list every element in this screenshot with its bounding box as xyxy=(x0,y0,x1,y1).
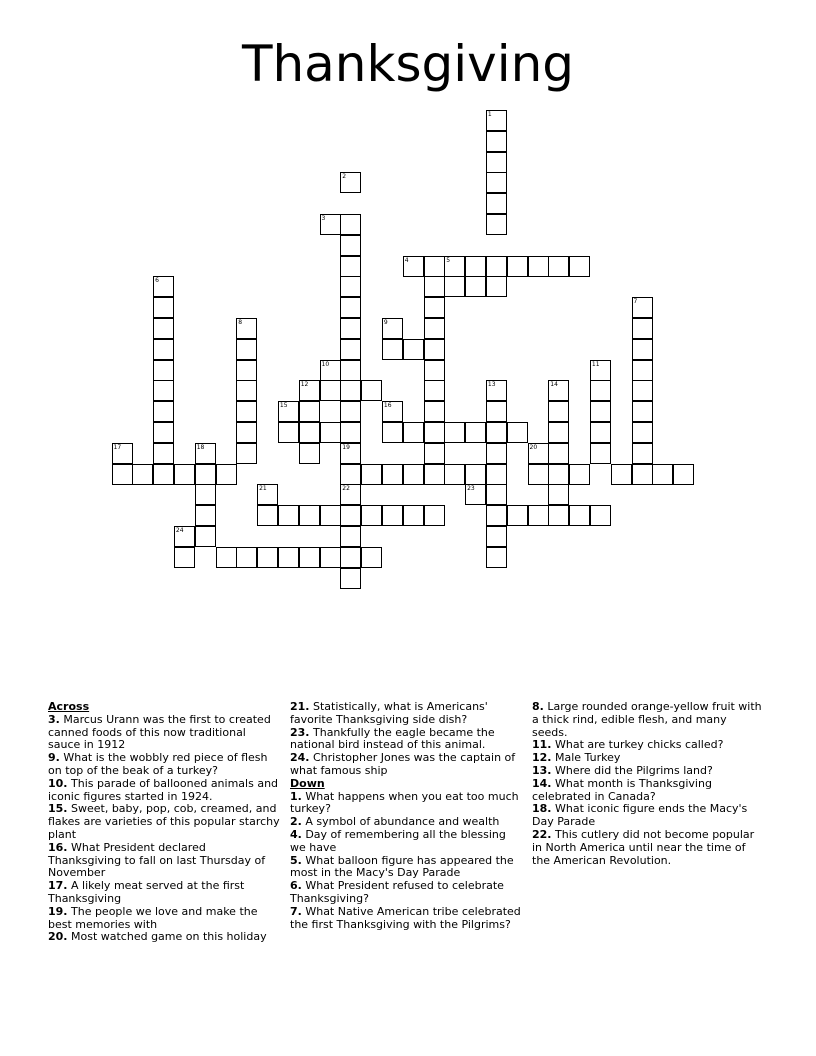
crossword-cell[interactable] xyxy=(340,526,361,547)
clue-text: What Native American tribe celebrated the first Thanksgiving with the Pilgrims? xyxy=(290,904,521,931)
crossword-cell[interactable] xyxy=(236,547,257,568)
clue-item xyxy=(290,791,522,817)
crossword-cell[interactable] xyxy=(153,380,174,401)
clue-number: 10 xyxy=(321,360,330,368)
crossword-cell[interactable] xyxy=(340,443,361,464)
crossword-cell[interactable] xyxy=(548,443,569,464)
clue-text: What balloon figure has appeared the most in the Macy's Day Parade xyxy=(290,853,514,880)
clue-number-label: 15. xyxy=(48,802,68,816)
clue-number: 14 xyxy=(550,381,558,389)
crossword-cell[interactable] xyxy=(590,422,611,443)
clue-text: What are turkey chicks called? xyxy=(551,738,724,752)
crossword-cell[interactable] xyxy=(340,235,361,256)
crossword-cell[interactable] xyxy=(424,443,445,464)
clues-column-1 xyxy=(48,701,280,944)
clue-number: 4 xyxy=(404,256,409,264)
clue-number-label: 18. xyxy=(532,802,552,816)
crossword-cell[interactable] xyxy=(548,422,569,443)
clue-number-label: 7. xyxy=(290,904,302,918)
crossword-cell[interactable] xyxy=(486,443,507,464)
crossword-cell[interactable] xyxy=(278,505,299,526)
crossword-cell[interactable] xyxy=(632,380,653,401)
crossword-cell[interactable] xyxy=(257,547,278,568)
crossword-cell[interactable] xyxy=(340,214,361,235)
crossword-cell[interactable] xyxy=(299,401,320,422)
crossword-cell[interactable] xyxy=(486,484,507,505)
clue-item xyxy=(290,701,522,727)
clue-number: 16 xyxy=(383,402,392,410)
crossword-cell[interactable] xyxy=(632,318,653,339)
crossword-cell[interactable] xyxy=(174,547,195,568)
clue-item xyxy=(48,714,280,752)
crossword-cell[interactable] xyxy=(236,339,257,360)
crossword-cell[interactable] xyxy=(299,422,320,443)
clue-number: 2 xyxy=(342,173,347,181)
clue-text: Male Turkey xyxy=(551,751,621,765)
clue-item xyxy=(48,803,280,841)
clue-text: Statistically, what is Americans' favorite Thanksgiving side dish? xyxy=(290,700,488,726)
crossword-cell[interactable] xyxy=(548,256,569,277)
clue-text: What President refused to celebrate Thanksgiving? xyxy=(290,879,504,905)
crossword-cell[interactable] xyxy=(153,318,174,339)
crossword-cell[interactable] xyxy=(340,318,361,339)
crossword-cell[interactable] xyxy=(174,526,195,547)
crossword-cell[interactable] xyxy=(112,464,133,485)
crossword-cell[interactable] xyxy=(403,422,424,443)
crossword-cell[interactable] xyxy=(486,193,507,214)
clue-number-label: 23. xyxy=(290,725,310,739)
clues-column-3 xyxy=(532,701,764,867)
crossword-cell[interactable] xyxy=(340,276,361,297)
crossword-cell[interactable] xyxy=(320,547,341,568)
crossword-cell[interactable] xyxy=(465,276,486,297)
clue-text: Sweet, baby, pop, cob, creamed, and flakes are varieties of this popular starchy plant xyxy=(48,802,280,841)
crossword-cell[interactable] xyxy=(569,256,590,277)
clue-text: What happens when you eat too much turkey? xyxy=(290,789,519,816)
crossword-cell[interactable] xyxy=(528,256,549,277)
clue-number: 17 xyxy=(113,443,122,451)
crossword-cell[interactable] xyxy=(195,526,216,547)
clue-item xyxy=(290,855,522,881)
crossword-cell[interactable] xyxy=(632,443,653,464)
clue-item xyxy=(532,803,764,829)
clue-item xyxy=(48,931,280,944)
crossword-cell[interactable] xyxy=(195,484,216,505)
crossword-cell[interactable] xyxy=(153,401,174,422)
crossword-cell[interactable] xyxy=(486,276,507,297)
clue-number: 8 xyxy=(238,319,243,326)
crossword-cell[interactable] xyxy=(548,401,569,422)
crossword-cell[interactable] xyxy=(486,422,507,443)
crossword-cell[interactable] xyxy=(340,464,361,485)
clue-item xyxy=(290,829,522,855)
crossword-cell[interactable] xyxy=(652,464,673,485)
clue-text: Thankfully the eagle became the national bird instead of this animal. xyxy=(290,725,495,752)
crossword-cell[interactable] xyxy=(590,360,611,381)
crossword-cell[interactable] xyxy=(340,360,361,381)
clue-number: 11 xyxy=(591,360,600,368)
crossword-cell[interactable] xyxy=(257,484,278,505)
clue-item xyxy=(532,701,764,739)
crossword-cell[interactable] xyxy=(153,276,174,297)
crossword-cell[interactable] xyxy=(486,505,507,526)
crossword-cell[interactable] xyxy=(299,505,320,526)
crossword-cell[interactable] xyxy=(611,464,632,485)
clue-number-label: 16. xyxy=(48,840,68,854)
crossword-cell[interactable] xyxy=(340,172,361,193)
crossword-cell[interactable] xyxy=(424,505,445,526)
crossword-cell[interactable] xyxy=(465,484,486,505)
crossword-cell[interactable] xyxy=(403,505,424,526)
clue-number: 15 xyxy=(279,402,288,410)
crossword-cell[interactable] xyxy=(216,547,237,568)
crossword-cell[interactable] xyxy=(153,464,174,485)
clue-text: What President declared Thanksgiving to fall on last Thursday of November xyxy=(48,840,266,880)
crossword-cell[interactable] xyxy=(320,505,341,526)
crossword-cell[interactable] xyxy=(340,339,361,360)
crossword-cell[interactable] xyxy=(465,256,486,277)
crossword-cell[interactable] xyxy=(444,464,465,485)
crossword-cell[interactable] xyxy=(320,360,341,381)
clue-number: 6 xyxy=(155,277,159,285)
clue-number-label: 5. xyxy=(290,853,302,867)
clue-number-label: 4. xyxy=(290,827,302,841)
crossword-cell[interactable] xyxy=(590,505,611,526)
clue-number: 13 xyxy=(487,381,496,389)
clue-number: 1 xyxy=(487,111,492,118)
clue-text: Christopher Jones was the captain of what famous ship xyxy=(290,751,516,777)
clue-number: 7 xyxy=(633,298,638,306)
crossword-cell[interactable] xyxy=(569,464,590,485)
clue-number: 22 xyxy=(342,485,350,493)
clue-number: 19 xyxy=(342,443,350,451)
crossword-cell[interactable] xyxy=(632,401,653,422)
crossword-cell[interactable] xyxy=(632,360,653,381)
crossword-cell[interactable] xyxy=(548,464,569,485)
crossword-cell[interactable] xyxy=(340,568,361,589)
clue-text: A symbol of abundance and wealth xyxy=(301,815,500,829)
crossword-cell[interactable] xyxy=(132,464,153,485)
clues-column-2 xyxy=(290,701,522,931)
crossword-cell[interactable] xyxy=(507,256,528,277)
crossword-cell[interactable] xyxy=(548,505,569,526)
crossword-cell[interactable] xyxy=(486,380,507,401)
crossword-cell[interactable] xyxy=(257,505,278,526)
clue-item xyxy=(48,842,280,880)
crossword-cell[interactable] xyxy=(486,131,507,152)
clue-number-label: 20. xyxy=(48,930,68,944)
crossword-cell[interactable] xyxy=(486,152,507,173)
crossword-cell[interactable] xyxy=(320,380,341,401)
crossword-cell[interactable] xyxy=(216,464,237,485)
clue-number: 18 xyxy=(196,443,205,451)
crossword-cell[interactable] xyxy=(444,256,465,277)
clue-text: Most watched game on this holiday xyxy=(67,930,267,944)
crossword-cell[interactable] xyxy=(382,401,403,422)
clue-item xyxy=(48,906,280,932)
crossword-cell[interactable] xyxy=(632,297,653,318)
crossword-cell[interactable] xyxy=(444,422,465,443)
crossword-cell[interactable] xyxy=(112,443,133,464)
crossword-cell[interactable] xyxy=(382,422,403,443)
clue-item xyxy=(290,880,522,906)
crossword-cell[interactable] xyxy=(569,505,590,526)
clue-number-label: 6. xyxy=(290,879,302,893)
crossword-cell[interactable] xyxy=(236,422,257,443)
clue-item xyxy=(532,829,764,867)
crossword-cell[interactable] xyxy=(278,547,299,568)
clue-text: A likely meat served at the first Thanksgiving xyxy=(48,879,245,905)
crossword-cell[interactable] xyxy=(486,401,507,422)
clue-item xyxy=(290,752,522,778)
crossword-cell[interactable] xyxy=(632,464,653,485)
clues-heading: Down xyxy=(290,776,325,790)
crossword-cell[interactable] xyxy=(382,505,403,526)
crossword-cell[interactable] xyxy=(153,443,174,464)
crossword-cell[interactable] xyxy=(424,401,445,422)
clue-number: 21 xyxy=(259,485,267,493)
crossword-cell[interactable] xyxy=(382,318,403,339)
crossword-cell[interactable] xyxy=(195,443,216,464)
clue-number-label: 9. xyxy=(48,751,60,765)
crossword-cell[interactable] xyxy=(340,256,361,277)
crossword-cell[interactable] xyxy=(528,443,549,464)
crossword-cell[interactable] xyxy=(424,380,445,401)
crossword-cell[interactable] xyxy=(507,422,528,443)
clue-text: What iconic figure ends the Macy's Day Parade xyxy=(532,802,748,829)
crossword-cell[interactable] xyxy=(424,422,445,443)
crossword-cell[interactable] xyxy=(403,339,424,360)
clue-number-label: 17. xyxy=(48,879,68,893)
crossword-cell[interactable] xyxy=(340,401,361,422)
crossword-cell[interactable] xyxy=(340,505,361,526)
crossword-cell[interactable] xyxy=(424,360,445,381)
crossword-cell[interactable] xyxy=(528,464,549,485)
crossword-cell[interactable] xyxy=(486,172,507,193)
crossword-cell[interactable] xyxy=(340,380,361,401)
crossword-cell[interactable] xyxy=(340,297,361,318)
crossword-cell[interactable] xyxy=(465,464,486,485)
clue-item xyxy=(532,778,764,804)
crossword-cell[interactable] xyxy=(299,380,320,401)
clue-text: Where did the Pilgrims land? xyxy=(551,763,713,777)
crossword-cell[interactable] xyxy=(424,339,445,360)
crossword-cell[interactable] xyxy=(424,297,445,318)
clue-number-label: 19. xyxy=(48,904,68,918)
crossword-cell[interactable] xyxy=(299,443,320,464)
crossword-cell[interactable] xyxy=(424,276,445,297)
crossword-cell[interactable] xyxy=(195,505,216,526)
crossword-cell[interactable] xyxy=(486,256,507,277)
clue-text: What is the wobbly red piece of flesh on top of the beak of a turkey? xyxy=(48,751,268,777)
clue-number-label: 8. xyxy=(532,700,544,713)
crossword-cell[interactable] xyxy=(673,464,694,485)
clue-number-label: 21. xyxy=(290,700,310,713)
crossword-cell[interactable] xyxy=(632,339,653,360)
crossword-cell[interactable] xyxy=(486,526,507,547)
crossword-cell[interactable] xyxy=(340,422,361,443)
crossword-cell[interactable] xyxy=(361,380,382,401)
clue-text: What month is Thanksgiving celebrated in Canada? xyxy=(532,776,712,803)
crossword-cell[interactable] xyxy=(424,464,445,485)
crossword-cell[interactable] xyxy=(590,380,611,401)
clue-number: 12 xyxy=(300,381,309,389)
clue-number-label: 10. xyxy=(48,776,68,790)
crossword-cell[interactable] xyxy=(236,360,257,381)
crossword-cell[interactable] xyxy=(548,484,569,505)
crossword-cell[interactable] xyxy=(361,464,382,485)
crossword-cell[interactable] xyxy=(590,401,611,422)
crossword-cell[interactable] xyxy=(278,422,299,443)
crossword-cell[interactable] xyxy=(486,464,507,485)
crossword-cell[interactable] xyxy=(382,464,403,485)
crossword-cell[interactable] xyxy=(486,214,507,235)
crossword-cell[interactable] xyxy=(403,256,424,277)
clue-number-label: 11. xyxy=(532,738,552,752)
clue-number-label: 22. xyxy=(532,827,552,841)
clue-number-label: 13. xyxy=(532,763,552,777)
clues-heading: Across xyxy=(48,700,90,713)
crossword-cell[interactable] xyxy=(236,443,257,464)
page-title: Thanksgiving xyxy=(241,35,575,93)
clue-number-label: 1. xyxy=(290,789,302,803)
clue-text: Day of remembering all the blessing we have xyxy=(290,827,506,854)
crossword-cell[interactable] xyxy=(340,547,361,568)
crossword-cell[interactable] xyxy=(486,547,507,568)
crossword-cell[interactable] xyxy=(424,318,445,339)
crossword-cell[interactable] xyxy=(340,484,361,505)
crossword-cell[interactable] xyxy=(195,464,216,485)
clue-text: This parade of ballooned animals and iconic figures started in 1924. xyxy=(48,776,279,803)
crossword-cell[interactable] xyxy=(465,422,486,443)
crossword-cell[interactable] xyxy=(632,422,653,443)
clue-text: The people we love and make the best memories with xyxy=(48,904,258,931)
clue-number: 5 xyxy=(446,256,451,264)
crossword-cell[interactable] xyxy=(548,380,569,401)
crossword-cell[interactable] xyxy=(424,256,445,277)
clue-number-label: 12. xyxy=(532,751,552,765)
crossword-cell[interactable] xyxy=(236,380,257,401)
crossword-cell[interactable] xyxy=(320,422,341,443)
crossword-cell[interactable] xyxy=(361,505,382,526)
crossword-cell[interactable] xyxy=(403,464,424,485)
clue-number: 9 xyxy=(383,319,388,326)
clue-number-label: 3. xyxy=(48,712,60,726)
clue-number: 3 xyxy=(321,215,326,222)
crossword-cell[interactable] xyxy=(528,505,549,526)
crossword-cell[interactable] xyxy=(382,339,403,360)
crossword-cell[interactable] xyxy=(444,276,465,297)
clue-number: 24 xyxy=(175,527,184,534)
crossword-cell[interactable] xyxy=(278,401,299,422)
crossword-cell[interactable] xyxy=(236,401,257,422)
crossword-cell[interactable] xyxy=(299,547,320,568)
clue-item xyxy=(290,906,522,932)
clue-number-label: 2. xyxy=(290,815,302,829)
crossword-cell[interactable] xyxy=(236,318,257,339)
crossword-cell[interactable] xyxy=(320,214,341,235)
clue-item xyxy=(290,727,522,753)
clue-number-label: 24. xyxy=(290,751,310,765)
crossword-cell[interactable] xyxy=(153,339,174,360)
crossword-cell[interactable] xyxy=(486,110,507,131)
crossword-cell[interactable] xyxy=(153,422,174,443)
crossword-cell[interactable] xyxy=(590,443,611,464)
crossword-cell[interactable] xyxy=(153,360,174,381)
clue-item xyxy=(48,752,280,778)
clue-item xyxy=(48,778,280,804)
clue-number-label: 14. xyxy=(532,776,552,790)
clue-text: This cutlery did not become popular in North America until near the time of the American Revolution. xyxy=(532,827,755,867)
clue-number: 20 xyxy=(529,443,538,451)
crossword-cell[interactable] xyxy=(153,297,174,318)
clue-text: Marcus Urann was the first to created canned foods of this now traditional sauce in 1912 xyxy=(48,712,271,752)
crossword-cell[interactable] xyxy=(361,547,382,568)
crossword-cell[interactable] xyxy=(507,505,528,526)
crossword-cell[interactable] xyxy=(174,464,195,485)
clue-text: Large rounded orange-yellow fruit with a thick rind, edible flesh, and many seeds. xyxy=(532,700,762,739)
clue-number: 23 xyxy=(467,485,475,493)
clue-item xyxy=(48,880,280,906)
